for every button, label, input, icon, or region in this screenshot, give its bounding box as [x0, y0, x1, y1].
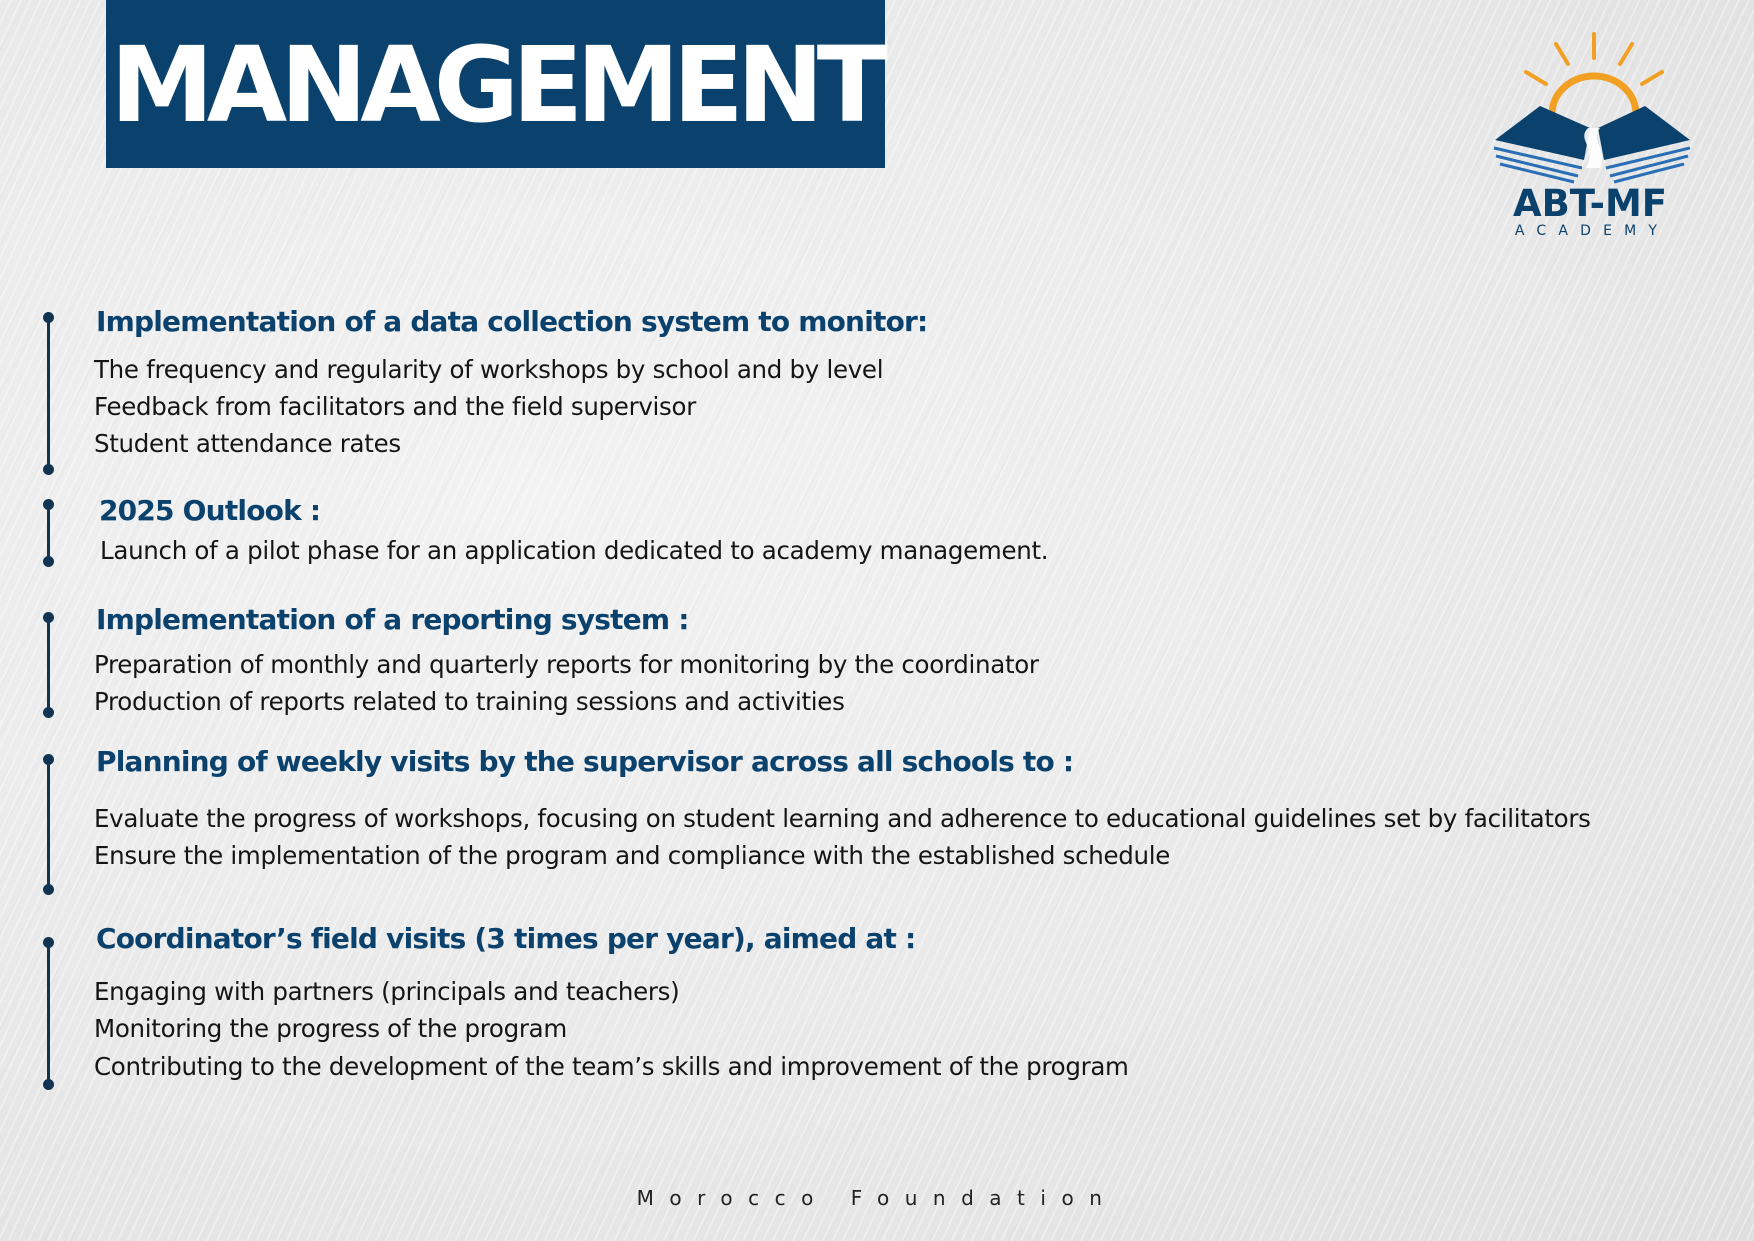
footer-text: Morocco Foundation: [636, 1186, 1118, 1210]
logo-subtitle: ACADEMY: [1514, 223, 1670, 239]
logo: [1490, 28, 1690, 243]
section-line: Student attendance rates: [94, 429, 401, 458]
title-banner: [106, 0, 885, 168]
timeline-marker: [38, 754, 58, 895]
section-line: Feedback from facilitators and the field supervisor: [94, 392, 696, 421]
section-heading: Planning of weekly visits by the supervisor across all schools to :: [96, 745, 1074, 778]
page-title: MANAGEMENT: [110, 24, 881, 146]
section-line: Preparation of monthly and quarterly reports for monitoring by the coordinator: [94, 650, 1039, 679]
logo-name: ABT-MF: [1512, 182, 1668, 225]
section-line: Monitoring the progress of the program: [94, 1014, 567, 1043]
open-book-sunrise-icon: [1490, 28, 1690, 188]
section-heading: Implementation of a reporting system :: [96, 603, 689, 636]
section-line: Engaging with partners (principals and teachers): [94, 977, 680, 1006]
section-line: Production of reports related to training sessions and activities: [94, 687, 845, 716]
section-heading: 2025 Outlook :: [99, 494, 321, 527]
section-line: Evaluate the progress of workshops, focusing on student learning and adherence to educational guidelines set by facilitators: [94, 804, 1591, 833]
section-line: Contributing to the development of the team’s skills and improvement of the program: [94, 1052, 1129, 1081]
section-heading: Coordinator’s field visits (3 times per year), aimed at :: [96, 922, 916, 955]
section-line: Launch of a pilot phase for an application dedicated to academy management.: [100, 536, 1049, 565]
section-heading: Implementation of a data collection system to monitor:: [96, 305, 928, 338]
timeline-marker: [38, 937, 58, 1090]
section-line: The frequency and regularity of workshops by school and by level: [94, 355, 884, 384]
timeline-marker: [38, 312, 58, 475]
timeline-marker: [38, 499, 58, 567]
timeline-marker: [38, 612, 58, 718]
section-line: Ensure the implementation of the program and compliance with the established schedule: [94, 841, 1170, 870]
